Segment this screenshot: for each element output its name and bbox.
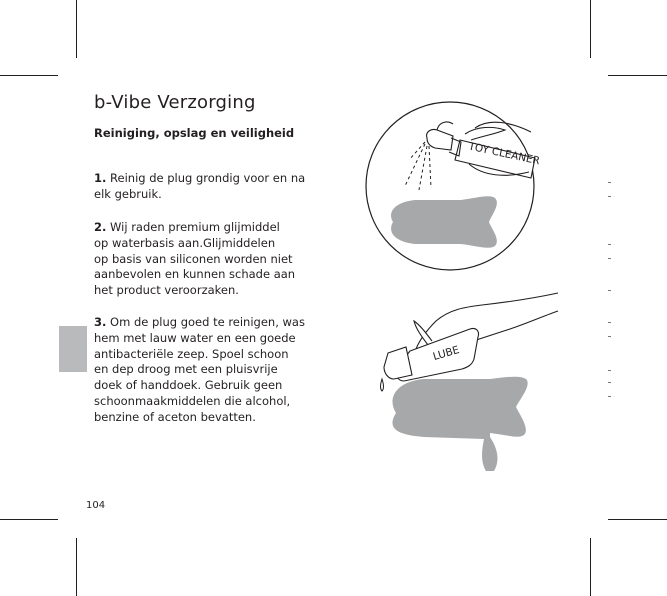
crop-mark: [590, 0, 591, 58]
bleed-mark: [608, 336, 611, 337]
cleaning-illustration: [365, 100, 540, 275]
step-line: op waterbasis aan.Glijmiddelen: [94, 235, 276, 250]
crop-mark: [0, 75, 58, 76]
step-line: het product veroorzaken.: [94, 283, 239, 298]
crop-mark: [76, 538, 77, 596]
lube-illustration: [370, 285, 560, 480]
bleed-mark: [608, 382, 611, 383]
bleed-mark: [608, 244, 611, 245]
bleed-mark: [608, 396, 611, 397]
crop-mark: [590, 538, 591, 596]
crop-mark: [608, 519, 667, 520]
bleed-mark: [608, 370, 611, 371]
step-line: elk gebruik.: [94, 186, 162, 201]
bleed-mark: [608, 196, 611, 197]
step-1: [94, 171, 305, 203]
step-number: 2.: [94, 220, 107, 234]
plug-shape: [392, 377, 527, 471]
step-line: hem met lauw water en een goede: [94, 330, 296, 345]
step-line: en dep droog met een pluisvrije: [94, 362, 278, 377]
bleed-mark: [608, 258, 611, 259]
bleed-mark: [608, 182, 611, 183]
spray-mist: [405, 142, 431, 190]
step-line: Om de plug goed te reinigen, was: [110, 315, 305, 329]
step-line: Wij raden premium glijmiddel: [110, 220, 280, 234]
step-line: op basis van siliconen worden niet: [94, 251, 293, 266]
cleaner-label: TOY CLEANER: [467, 140, 541, 168]
plug-shape: [391, 196, 497, 247]
bleed-mark: [608, 290, 611, 291]
section-tab: [59, 326, 87, 372]
section-subtitle: Reiniging, opslag en veiligheid: [94, 126, 295, 140]
step-line: aanbevolen en kunnen schade aan: [94, 267, 296, 282]
page-title: b-Vibe Verzorging: [94, 92, 256, 113]
crop-mark: [0, 519, 58, 520]
step-3: [94, 315, 305, 426]
step-line: doek of handdoek. Gebruik geen: [94, 378, 283, 393]
crop-mark: [76, 0, 77, 58]
step-line: Reinig de plug grondig voor en na: [110, 171, 306, 185]
step-number: 1.: [94, 171, 107, 185]
step-line: antibacteriële zeep. Spoel schoon: [94, 346, 289, 361]
step-line: schoonmaakmiddelen die alcohol,: [94, 393, 291, 408]
lube-drop-icon: [381, 379, 384, 391]
step-number: 3.: [94, 315, 107, 329]
page-number: 104: [86, 500, 106, 511]
step-line: benzine of aceton bevatten.: [94, 409, 256, 424]
step-2: [94, 220, 295, 299]
crop-mark: [608, 75, 667, 76]
lube-label: LUBE: [431, 344, 461, 363]
bleed-mark: [608, 322, 611, 323]
